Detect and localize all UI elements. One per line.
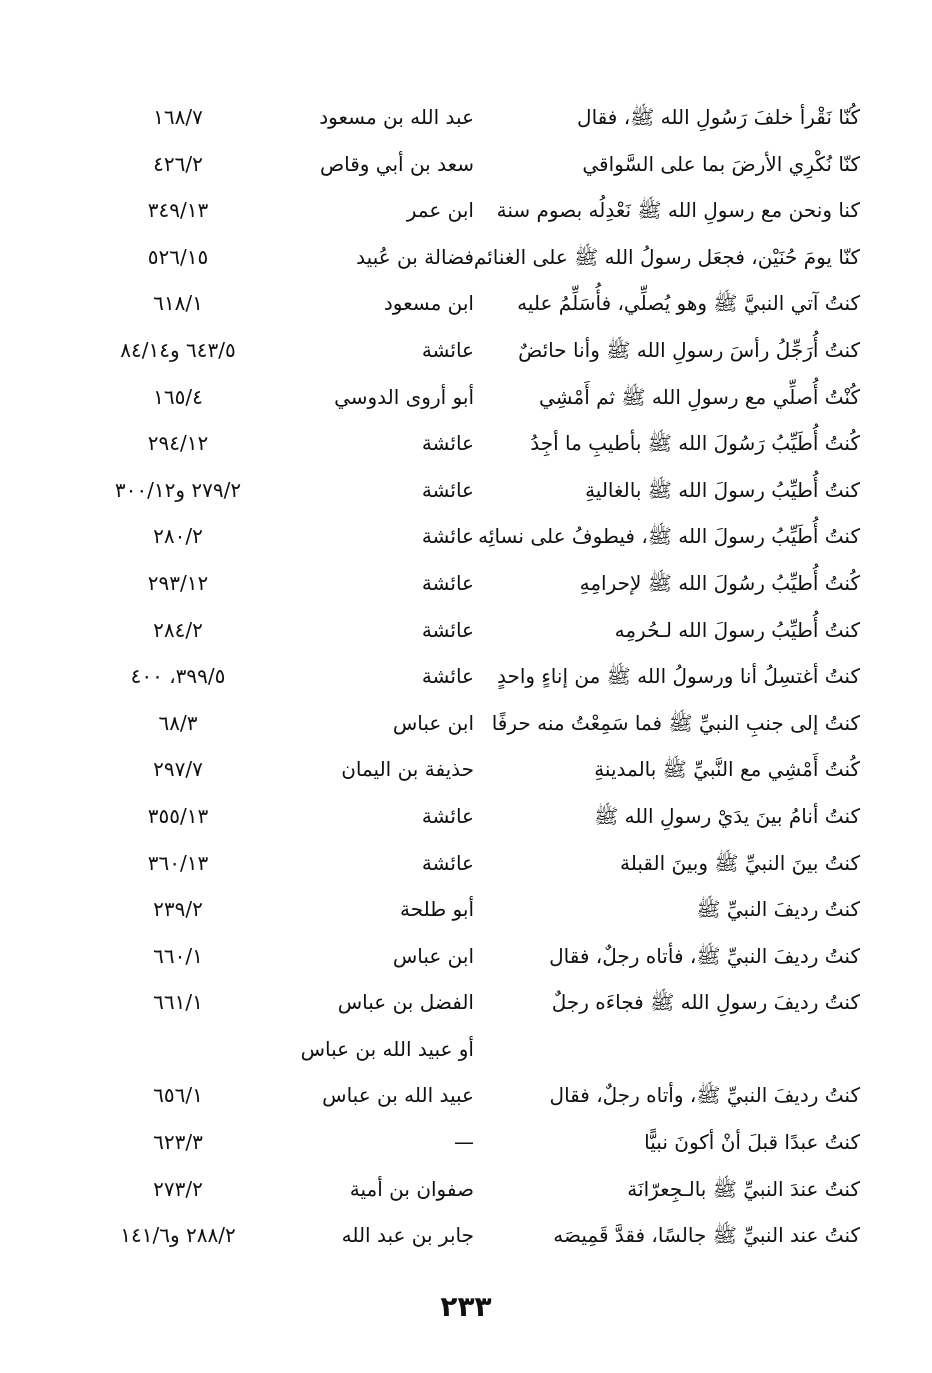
narrator: عائشة bbox=[421, 570, 474, 595]
hadith-text: كُنتُ أَمْشِي مع النَّبيِّ ﷺ بالمدينةِ bbox=[594, 757, 860, 782]
hadith-text: كنا ونحن مع رسولِ الله ﷺ نَعْدِلُه بصوم سنة bbox=[496, 198, 860, 223]
hadith-text: كُنْتُ أُصلِّي مع رسولِ الله ﷺ ثم أَمْشِي bbox=[539, 384, 860, 409]
hadith-text: كنّا نُكْرِي الأرضَ بما على السَّواقي bbox=[582, 151, 860, 176]
index-row bbox=[0, 467, 932, 514]
volume-page-reference: ٣٦٠/١٣ bbox=[147, 850, 209, 875]
volume-page-reference: ٥٢٦/١٥ bbox=[147, 244, 209, 269]
narrator: عبد الله بن مسعود bbox=[319, 105, 474, 129]
index-row bbox=[0, 420, 932, 467]
volume-page-reference: ٢٣٩/٢ bbox=[153, 897, 203, 922]
hadith-text: كُنّا نَقْرأ خلفَ رَسُولِ الله ﷺ، فقال bbox=[577, 105, 860, 129]
page-number: ٢٣٣ bbox=[440, 1290, 492, 1323]
volume-page-reference: ٢٩٣/١٢ bbox=[147, 570, 209, 595]
index-row bbox=[0, 280, 932, 327]
narrator: ابن عباس bbox=[392, 943, 474, 968]
index-row bbox=[0, 979, 932, 1026]
narrator: عائشة bbox=[421, 664, 474, 689]
hadith-text: كنتُ أُرَجِّلُ رأسَ رسولِ الله ﷺ وأنا حائضٌ bbox=[518, 337, 860, 362]
hadith-text: كنتُ أُطيِّبُ رسولَ الله ﷺ بالغاليةِ bbox=[585, 477, 860, 502]
hadith-text: كنتُ إلى جنبِ النبيِّ ﷺ فما سَمِعْتُ منه حرفًا bbox=[491, 710, 860, 735]
narrator: ابن عباس bbox=[392, 710, 474, 735]
narrator: عائشة bbox=[421, 850, 474, 875]
volume-page-reference: ٦٢٣/٣ bbox=[153, 1130, 203, 1155]
index-row bbox=[0, 746, 932, 793]
narrator: عائشة bbox=[421, 337, 474, 362]
narrator: صفوان بن أمية bbox=[349, 1176, 474, 1201]
index-row bbox=[0, 653, 932, 700]
index-row bbox=[0, 513, 932, 560]
narrator: ابن مسعود bbox=[383, 291, 474, 316]
index-row bbox=[0, 187, 932, 234]
narrator: عائشة bbox=[421, 524, 474, 549]
volume-page-reference: ٢٨٠/٢ bbox=[153, 524, 203, 549]
index-row bbox=[0, 560, 932, 607]
index-row bbox=[0, 141, 932, 188]
hadith-text: كنتُ رديفَ النبيِّ ﷺ، فأتاه رجلٌ، فقال bbox=[549, 943, 860, 968]
narrator: ابن عمر bbox=[406, 198, 474, 223]
volume-page-reference bbox=[88, 1026, 268, 1073]
index-row bbox=[0, 607, 932, 654]
index-row bbox=[0, 793, 932, 840]
narrator: جابر بن عبد الله bbox=[341, 1223, 474, 1248]
hadith-index-list bbox=[0, 94, 932, 1259]
hadith-text: كنتُ أُطَيِّبُ رسولَ الله ﷺ، فيطوفُ على نسائِه bbox=[478, 524, 860, 549]
index-row bbox=[0, 234, 932, 281]
index-row bbox=[0, 886, 932, 933]
narrator: عائشة bbox=[421, 803, 474, 828]
hadith-text: كنتُ رديفَ النبيِّ ﷺ bbox=[696, 897, 860, 922]
volume-page-reference: ٢٨٨/٢ و١٤١/٦ bbox=[120, 1223, 236, 1248]
volume-page-reference: ٦٥٦/١ bbox=[153, 1083, 203, 1108]
volume-page-reference: ٦٤٣/٥ و٨٤/١٤ bbox=[120, 337, 236, 362]
hadith-text: كنتُ رديفَ رسولِ الله ﷺ فجاءَه رجلٌ bbox=[551, 990, 860, 1015]
index-row bbox=[0, 840, 932, 887]
narrator: عائشة bbox=[421, 617, 474, 642]
narrator: أبو طلحة bbox=[400, 897, 474, 922]
volume-page-reference: ٣٩٩/٥، ٤٠٠ bbox=[130, 664, 226, 689]
hadith-text: كنتُ آتي النبيَّ ﷺ وهو يُصلِّي، فأُسَلِّمُ عليه bbox=[517, 291, 860, 316]
narrator: — bbox=[454, 1130, 474, 1155]
hadith-text: كُنتُ أُطيِّبُ رسُولَ الله ﷺ لإحرامِهِ bbox=[579, 570, 860, 595]
hadith-text: كُنتُ أُطَيِّبُ رَسُولَ الله ﷺ بأطيبِ ما أجِدُ bbox=[530, 431, 860, 456]
narrator: عائشة bbox=[421, 431, 474, 456]
volume-page-reference: ٤٢٦/٢ bbox=[153, 151, 203, 176]
volume-page-reference: ٢٩٤/١٢ bbox=[147, 431, 209, 456]
hadith-text: كنتُ عندَ النبيِّ ﷺ بالـجِعرّانَة bbox=[627, 1176, 860, 1201]
hadith-text: كنتُ بينَ النبيِّ ﷺ وبينَ القبلة bbox=[620, 850, 860, 875]
hadith-text: كنتُ أُطيِّبُ رسولَ الله لـحُرمِه bbox=[614, 617, 860, 642]
index-row bbox=[0, 1166, 932, 1213]
index-row bbox=[0, 1119, 932, 1166]
volume-page-reference: ٢٨٤/٢ bbox=[153, 617, 203, 642]
narrator: فضالة بن عُبيد bbox=[356, 244, 474, 269]
volume-page-reference: ٦٦١/١ bbox=[153, 990, 203, 1015]
narrator: سعد بن أبي وقاص bbox=[319, 151, 474, 176]
volume-page-reference: ٦١٨/١ bbox=[153, 291, 203, 316]
narrator: عبيد الله بن عباس bbox=[322, 1083, 474, 1108]
index-row bbox=[0, 94, 932, 141]
volume-page-reference: ١٦٥/٤ bbox=[153, 384, 203, 409]
hadith-text: كنّا يومَ حُنَيْن، فجعَل رسولُ الله ﷺ على الغنائم bbox=[473, 244, 860, 269]
hadith-text: كنتُ أنامُ بينَ يدَيْ رسولِ الله ﷺ bbox=[594, 803, 860, 828]
volume-page-reference: ٢٧٩/٢ و٣٠٠/١٢ bbox=[114, 477, 242, 502]
hadith-text: كنتُ عند النبيِّ ﷺ جالسًا، فقدَّ قَمِيصَه bbox=[553, 1223, 860, 1248]
hadith-text: كنتُ رديفَ النبيِّ ﷺ، وأتاه رجلٌ، فقال bbox=[549, 1083, 860, 1108]
index-row bbox=[0, 933, 932, 980]
index-row bbox=[0, 700, 932, 747]
volume-page-reference: ٦٨/٣ bbox=[158, 710, 198, 735]
hadith-text: كنتُ أغتسِلُ أنا ورسولُ الله ﷺ من إناءٍ واحدٍ bbox=[496, 664, 860, 689]
index-row bbox=[0, 327, 932, 374]
volume-page-reference: ٦٦٠/١ bbox=[153, 943, 203, 968]
narrator: عائشة bbox=[421, 477, 474, 502]
volume-page-reference: ١٦٨/٧ bbox=[153, 105, 203, 129]
volume-page-reference: ٣٤٩/١٣ bbox=[147, 198, 209, 223]
index-row bbox=[0, 374, 932, 421]
narrator: أبو أروى الدوسي bbox=[334, 384, 474, 409]
narrator: أو عبيد الله بن عباس bbox=[300, 1036, 474, 1061]
narrator: حذيفة بن اليمان bbox=[341, 757, 474, 782]
index-row bbox=[0, 1026, 932, 1073]
volume-page-reference: ٢٩٧/٧ bbox=[153, 757, 203, 782]
narrator: الفضل بن عباس bbox=[337, 990, 474, 1015]
hadith-text: كنتُ عبدًا قبلَ أنْ أكونَ نبيًّا bbox=[644, 1130, 860, 1155]
index-row bbox=[0, 1072, 932, 1119]
volume-page-reference: ٢٧٣/٢ bbox=[153, 1176, 203, 1201]
volume-page-reference: ٣٥٥/١٣ bbox=[147, 803, 209, 828]
index-row bbox=[0, 1212, 932, 1259]
